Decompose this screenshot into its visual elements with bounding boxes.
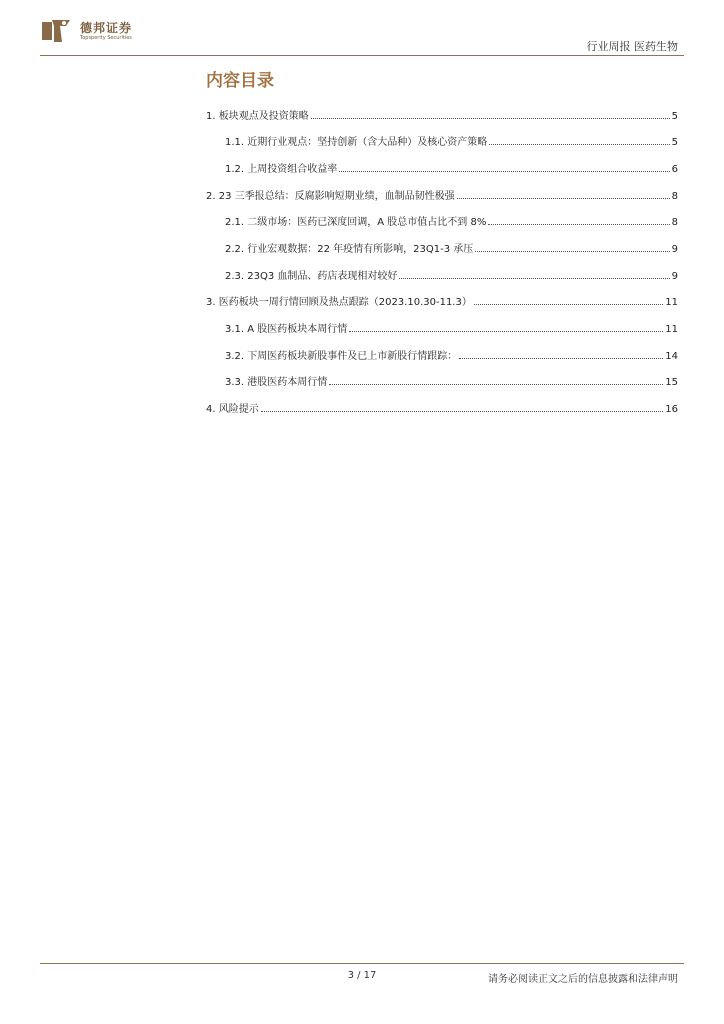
toc-entry-label: 1.2. 上周投资组合收益率 — [225, 164, 338, 175]
footer-divider — [40, 963, 684, 964]
page-number: 3 / 17 — [347, 970, 377, 981]
toc-leader-dots — [489, 144, 669, 145]
toc-entry-label: 2.2. 行业宏观数据：22 年疫情有所影响，23Q1-3 承压 — [225, 244, 474, 255]
toc-entry-page: 11 — [665, 324, 678, 335]
toc-entry[interactable] — [225, 213, 678, 228]
toc-entry-label: 4. 风险提示 — [206, 404, 259, 415]
toc-entry[interactable] — [225, 133, 678, 148]
company-logo — [40, 16, 132, 46]
toc-entry[interactable] — [225, 267, 678, 282]
toc-entry-page: 8 — [671, 217, 678, 228]
toc-leader-dots — [488, 224, 669, 225]
toc-entry-label: 2.1. 二级市场：医药已深度回调，A 股总市值占比不到 8% — [225, 217, 487, 228]
toc-entry-label: 1.1. 近期行业观点：坚持创新（含大品种）及核心资产策略 — [225, 137, 488, 148]
toc-entry-page: 16 — [665, 404, 678, 415]
toc-entry[interactable] — [206, 293, 678, 308]
toc-entry[interactable] — [206, 107, 678, 122]
logo-mark-icon — [40, 16, 74, 46]
toc-leader-dots — [475, 251, 669, 252]
toc-entry[interactable] — [225, 160, 678, 175]
toc-entry-page: 9 — [671, 271, 678, 282]
toc-entry-label: 2. 23 三季报总结：反腐影响短期业绩，血制品韧性极强 — [206, 191, 455, 202]
toc-leader-dots — [329, 384, 663, 385]
toc-leader-dots — [474, 304, 663, 305]
toc-entry-label: 1. 板块观点及投资策略 — [206, 111, 309, 122]
legal-disclaimer: 请务必阅读正文之后的信息披露和法律声明 — [488, 974, 678, 985]
toc-entry-label: 3.1. A 股医药板块本周行情 — [225, 324, 348, 335]
toc-entry-label: 2.3. 23Q3 血制品、药店表现相对较好 — [225, 271, 398, 282]
toc-entry-page: 6 — [671, 164, 678, 175]
toc-entry[interactable] — [225, 373, 678, 388]
toc-leader-dots — [457, 198, 670, 199]
toc-entry[interactable] — [225, 240, 678, 255]
toc-title: 内容目录 — [206, 71, 274, 91]
toc-leader-dots — [339, 171, 669, 172]
toc-entry-label: 3.3. 港股医药本周行情 — [225, 377, 328, 388]
toc-leader-dots — [459, 358, 663, 359]
toc-entry-page: 5 — [671, 111, 678, 122]
toc-entry-label: 3. 医药板块一周行情回顾及热点跟踪（2023.10.30-11.3） — [206, 297, 472, 308]
toc-entry-page: 11 — [665, 297, 678, 308]
toc-entry-page: 9 — [671, 244, 678, 255]
toc-leader-dots — [261, 411, 664, 412]
toc-entry-page: 5 — [671, 137, 678, 148]
toc-entry-page: 15 — [665, 377, 678, 388]
toc-entry-page: 8 — [671, 191, 678, 202]
toc-entry[interactable] — [225, 320, 678, 335]
toc-leader-dots — [349, 331, 663, 332]
toc-entry-label: 3.2. 下周医药板块新股事件及已上市新股行情跟踪： — [225, 351, 458, 362]
toc-entry-page: 14 — [665, 351, 678, 362]
toc-entry[interactable] — [206, 400, 678, 415]
toc-leader-dots — [399, 278, 669, 279]
brand-name-en: Topsperity Securities — [80, 34, 132, 41]
toc-entry[interactable] — [206, 187, 678, 202]
report-category: 行业周报 医药生物 — [586, 40, 678, 53]
brand-name-cn: 德邦证券 — [80, 20, 133, 35]
header-divider — [40, 55, 684, 56]
toc-entry[interactable] — [225, 347, 678, 362]
toc-leader-dots — [311, 118, 670, 119]
